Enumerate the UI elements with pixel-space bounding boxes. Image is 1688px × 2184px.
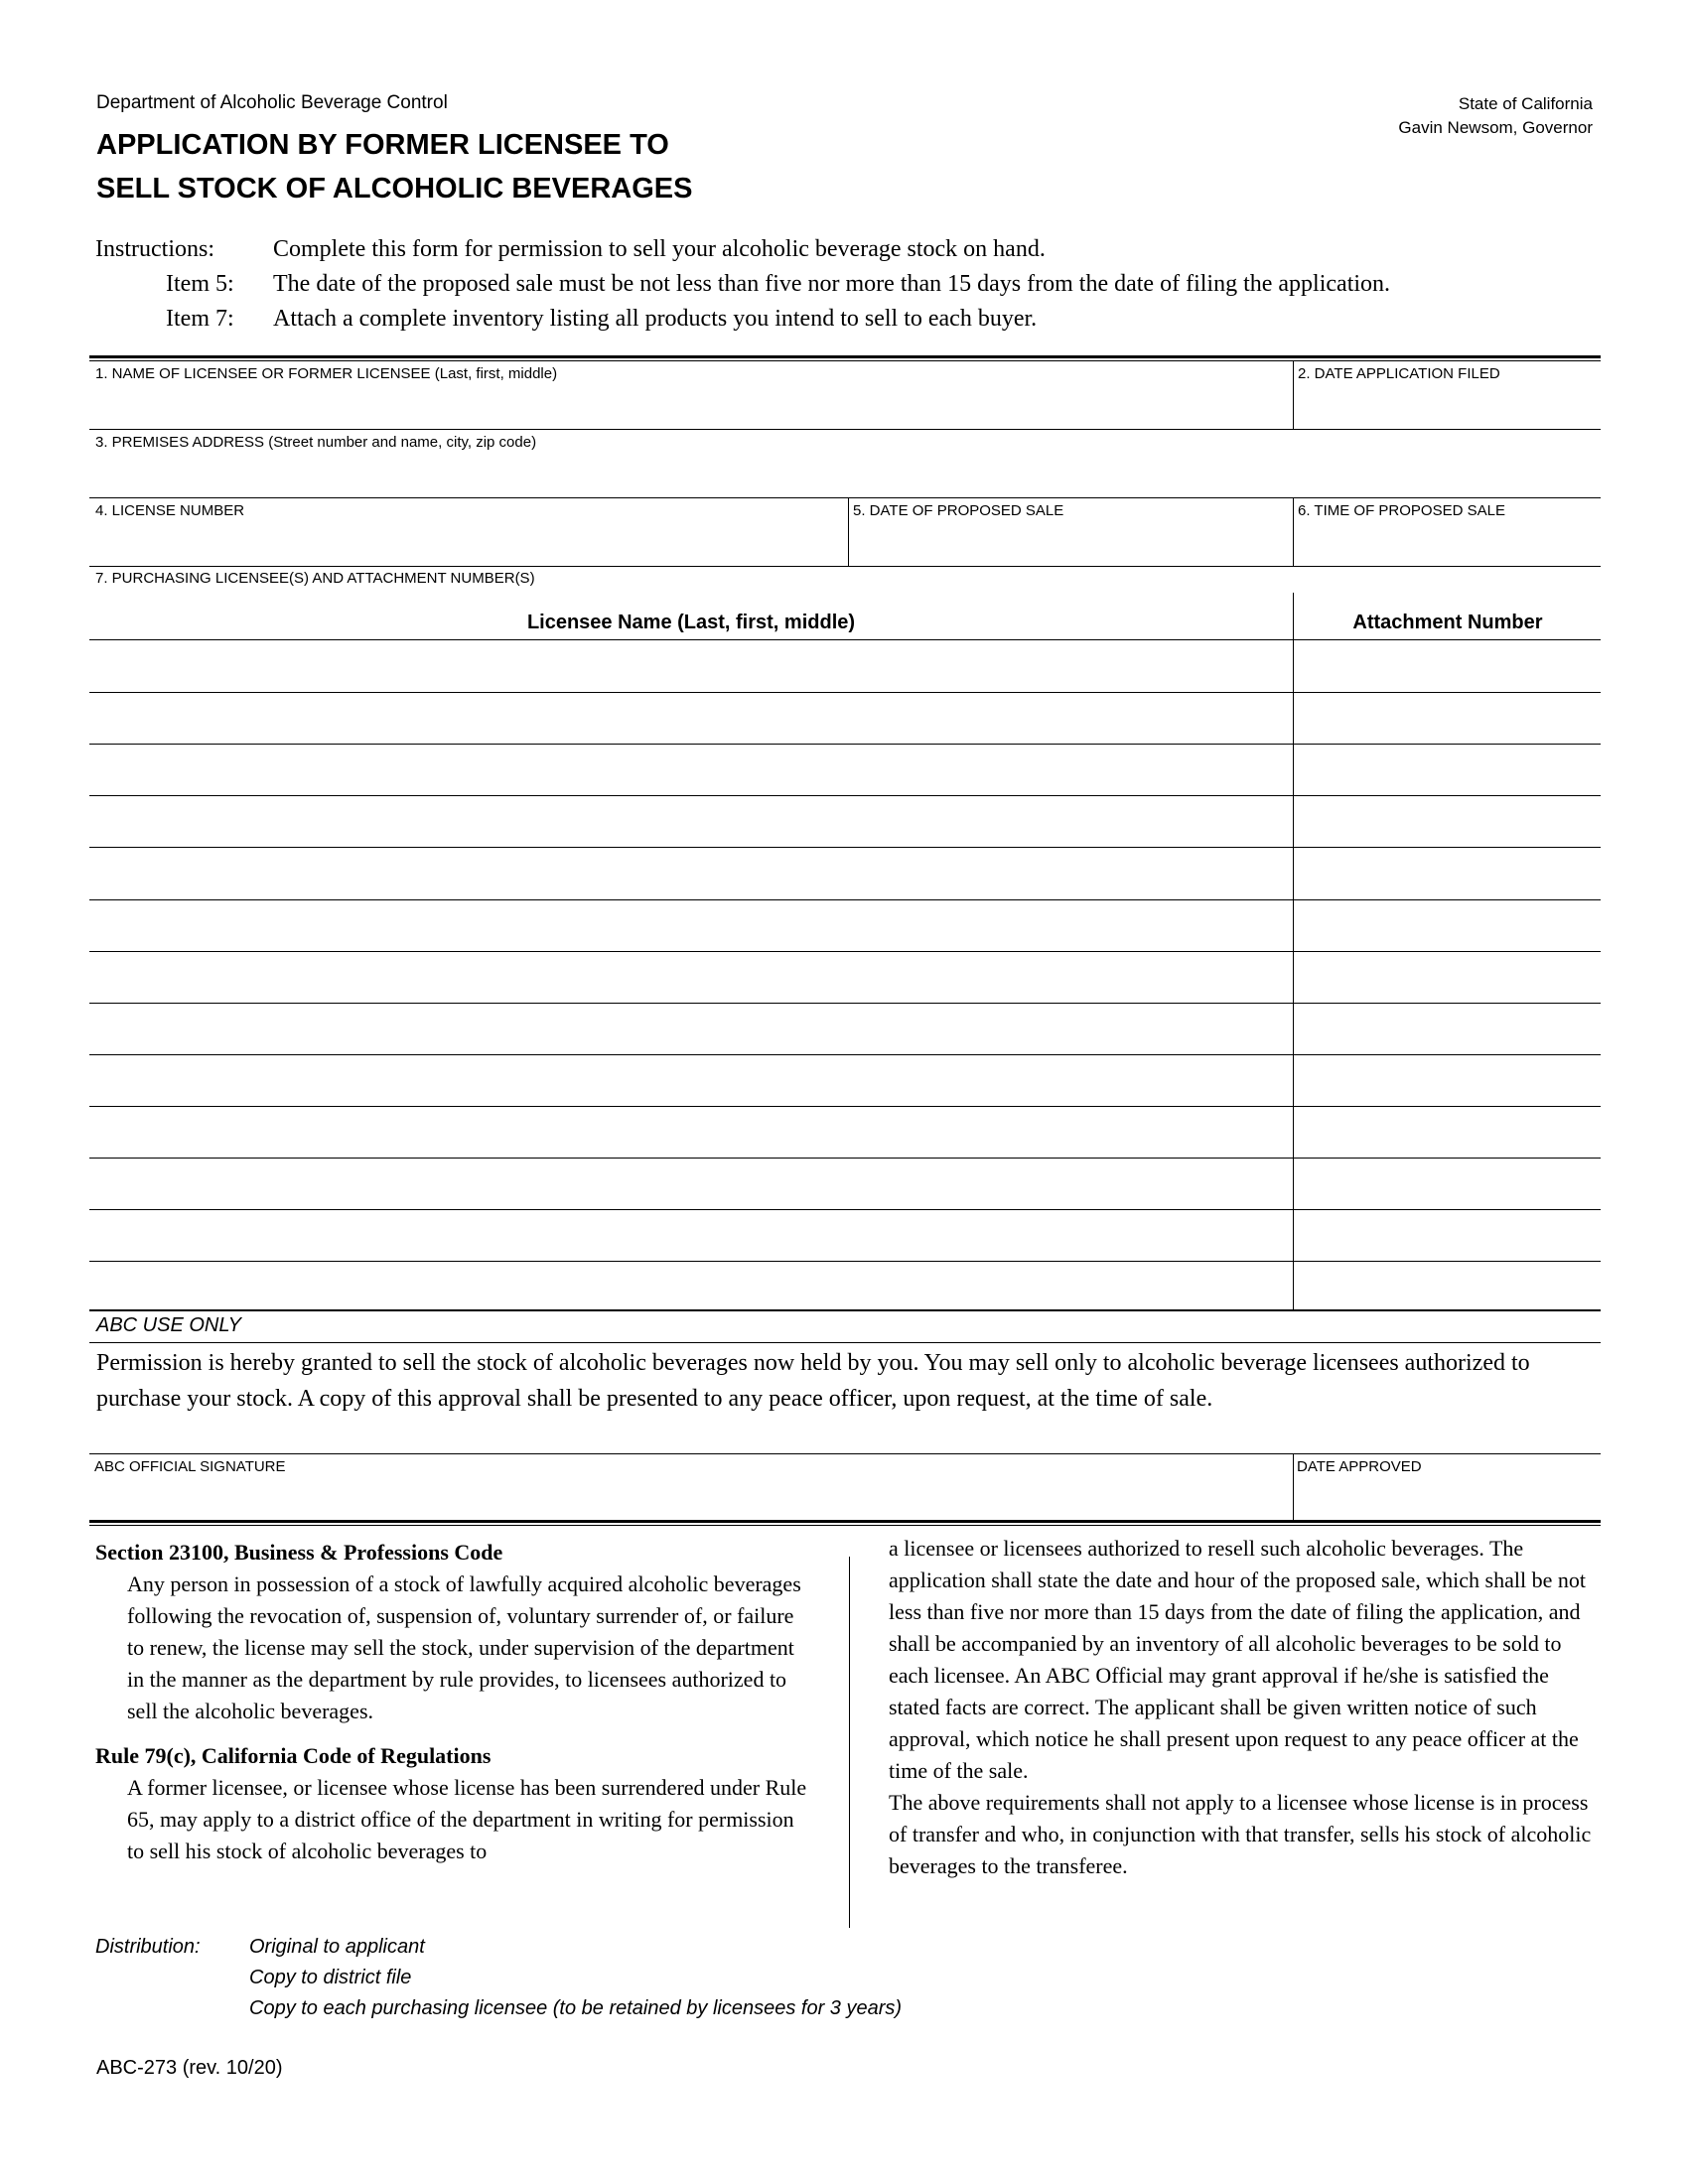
purchaser-name-cell[interactable] — [95, 652, 1287, 690]
form-title-line-2: SELL STOCK OF ALCOHOLIC BEVERAGES — [96, 173, 693, 205]
purchaser-name-cell[interactable] — [95, 1221, 1287, 1259]
distribution-item: Copy to district file — [249, 1967, 412, 1988]
field-divider — [1293, 1453, 1294, 1520]
distribution-label: Distribution: — [95, 1936, 201, 1958]
field-separator — [89, 566, 1601, 567]
licensee-name-field[interactable] — [89, 363, 1291, 429]
distribution-row — [95, 1993, 903, 2024]
top-rule — [89, 355, 1601, 358]
table-header-rule — [89, 639, 1601, 640]
signature-label: ABC OFFICIAL SIGNATURE — [94, 1458, 286, 1475]
field-divider — [848, 497, 849, 566]
proposed-sale-time-field[interactable] — [1295, 499, 1601, 566]
table-row-line — [89, 951, 1601, 952]
instruction-text: Complete this form for permission to sell your alcoholic beverage stock on hand. — [273, 236, 1046, 262]
distribution-row — [95, 1932, 425, 1963]
permission-statement: Permission is hereby granted to sell the stock of alcoholic beverages now held by you. You may sell only to alcoholic beverage licensees authorized to purchase your stock. A copy of this approval shall be presented to any peace officer, upon request, at the time of sale. — [96, 1350, 1530, 1412]
table-row-line — [89, 1003, 1601, 1004]
section-23100-heading: Section 23100, Business & Professions Code — [95, 1540, 503, 1565]
table-row-line — [89, 692, 1601, 693]
legal-right-column — [889, 1533, 1604, 1882]
instruction-text: Attach a complete inventory listing all products you intend to sell to each buyer. — [273, 306, 1038, 332]
form-number: ABC-273 (rev. 10/20) — [96, 2057, 283, 2079]
table-row-line — [89, 1054, 1601, 1055]
date-approved-field[interactable] — [1295, 1455, 1601, 1519]
purchaser-name-cell[interactable] — [95, 755, 1287, 793]
attachment-number-cell[interactable] — [1299, 911, 1597, 949]
instruction-label: Instructions: — [95, 236, 214, 262]
field-divider — [1293, 361, 1294, 429]
instruction-text: The date of the proposed sale must be not less than five nor more than 15 days from the date of filing the application. — [273, 271, 1391, 297]
table-row-line — [89, 899, 1601, 900]
rule-79c-exception-text: The above requirements shall not apply to a licensee whose license is in process of transfer and who, in conjunction with that transfer, sells his stock of alcoholic beverages to the transferee. — [889, 1790, 1592, 1878]
state-name: State of California — [1458, 94, 1593, 113]
table-row-line — [89, 1209, 1601, 1210]
form-title-line-1: APPLICATION BY FORMER LICENSEE TO — [96, 129, 669, 161]
attachment-number-cell[interactable] — [1299, 704, 1597, 742]
abc-use-only-heading: ABC USE ONLY — [96, 1314, 241, 1336]
field-3-label: 3. PREMISES ADDRESS (Street number and name, city, zip code) — [95, 434, 537, 451]
attachment-number-cell[interactable] — [1299, 1273, 1597, 1310]
field-separator — [89, 497, 1601, 498]
table-row-line — [89, 1158, 1601, 1159]
top-rule-thin — [89, 360, 1601, 361]
column-header-attachment-number: Attachment Number — [1352, 612, 1543, 633]
table-row-line — [89, 1261, 1601, 1262]
purchaser-name-cell[interactable] — [95, 1066, 1287, 1104]
field-1-label: 1. NAME OF LICENSEE OR FORMER LICENSEE (Last, first, middle) — [95, 365, 558, 382]
date-filed-field[interactable] — [1295, 363, 1601, 429]
attachment-number-cell[interactable] — [1299, 1118, 1597, 1156]
signature-rule — [89, 1453, 1601, 1454]
attachment-number-cell[interactable] — [1299, 652, 1597, 690]
attachment-number-cell[interactable] — [1299, 1015, 1597, 1052]
legal-left-column — [95, 1537, 810, 1867]
license-number-field[interactable] — [89, 499, 846, 566]
table-row-line — [89, 744, 1601, 745]
attachment-number-cell[interactable] — [1299, 1221, 1597, 1259]
distribution-row — [95, 1963, 412, 1993]
premises-address-field[interactable] — [89, 431, 1601, 497]
field-4-label: 4. LICENSE NUMBER — [95, 502, 245, 519]
purchaser-name-cell[interactable] — [95, 1273, 1287, 1310]
table-row-line — [89, 847, 1601, 848]
attachment-number-cell[interactable] — [1299, 1066, 1597, 1104]
legal-top-rule-thin — [89, 1525, 1601, 1526]
purchaser-name-cell[interactable] — [95, 1118, 1287, 1156]
table-row-line — [89, 795, 1601, 796]
field-divider — [1293, 497, 1294, 566]
distribution-item: Copy to each purchasing licensee (to be retained by licensees for 3 years) — [249, 1997, 903, 2019]
purchaser-name-cell[interactable] — [95, 704, 1287, 742]
abc-use-rule — [89, 1342, 1601, 1343]
field-6-label: 6. TIME OF PROPOSED SALE — [1298, 502, 1505, 519]
proposed-sale-date-field[interactable] — [850, 499, 1291, 566]
field-7-label: 7. PURCHASING LICENSEE(S) AND ATTACHMENT NUMBER(S) — [95, 570, 535, 587]
legal-top-rule — [89, 1520, 1601, 1523]
distribution-item: Original to applicant — [249, 1936, 425, 1958]
department-name: Department of Alcoholic Beverage Control — [96, 92, 448, 113]
governor-name: Gavin Newsom, Governor — [1398, 118, 1593, 137]
column-divider — [849, 1557, 850, 1928]
date-approved-label: DATE APPROVED — [1297, 1458, 1422, 1475]
table-row-line — [89, 1106, 1601, 1107]
rule-79c-text: A former licensee, or licensee whose license has been surrendered under Rule 65, may apply to a district office of the department in writing for permission to sell his stock of alcoholic beverages to — [127, 1775, 807, 1863]
purchaser-name-cell[interactable] — [95, 963, 1287, 1001]
state-block — [1398, 92, 1593, 140]
attachment-number-cell[interactable] — [1299, 755, 1597, 793]
attachment-number-cell[interactable] — [1299, 859, 1597, 896]
attachment-number-cell[interactable] — [1299, 963, 1597, 1001]
rule-79c-heading: Rule 79(c), California Code of Regulations — [95, 1743, 492, 1768]
purchaser-name-cell[interactable] — [95, 911, 1287, 949]
purchaser-name-cell[interactable] — [95, 807, 1287, 845]
field-separator — [89, 429, 1601, 430]
rule-79c-continued-text: a licensee or licensees authorized to resell such alcoholic beverages. The application shall state the date and hour of the proposed sale, which shall be not less than five nor more than 15 days from the date of filing the application, and shall be accompanied by an inventory of all alcoholic beverages to be sold to each licensee. An ABC Official may grant approval if he/she is satisfied the stated facts are correct. The applicant shall be given written notice of such approval, which notice he shall present upon request to any peace officer at the time of the sale. — [889, 1536, 1586, 1783]
section-23100-text: Any person in possession of a stock of lawfully acquired alcoholic beverages following the revocation of, suspension of, voluntary surrender of, or failure to renew, the license may sell the stock, under supervision of the department in the manner as the department by rule provides, to licensees authorized to sell the alcoholic beverages. — [127, 1571, 801, 1723]
distribution — [95, 1932, 903, 2024]
abc-official-signature-field[interactable] — [89, 1455, 1291, 1519]
purchaser-name-cell[interactable] — [95, 1015, 1287, 1052]
instruction-label: Item 7: — [166, 306, 234, 332]
purchaser-name-cell[interactable] — [95, 1169, 1287, 1207]
attachment-number-cell[interactable] — [1299, 1169, 1597, 1207]
instruction-label: Item 5: — [166, 271, 234, 297]
purchaser-name-cell[interactable] — [95, 859, 1287, 896]
form-title — [96, 123, 692, 210]
field-2-label: 2. DATE APPLICATION FILED — [1298, 365, 1500, 382]
table-bottom-rule — [89, 1309, 1601, 1311]
attachment-number-cell[interactable] — [1299, 807, 1597, 845]
field-5-label: 5. DATE OF PROPOSED SALE — [853, 502, 1064, 519]
column-header-licensee-name: Licensee Name (Last, first, middle) — [526, 612, 856, 633]
